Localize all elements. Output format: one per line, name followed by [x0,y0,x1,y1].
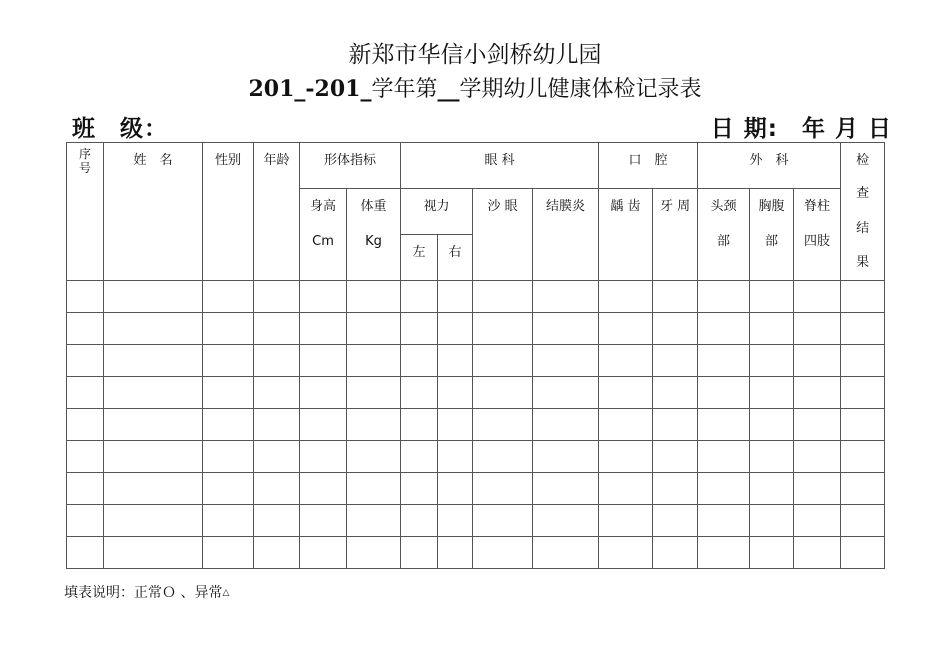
table-cell[interactable] [347,377,401,409]
table-cell[interactable] [698,281,750,313]
table-cell[interactable] [254,345,300,377]
table-cell[interactable] [750,537,794,569]
table-cell[interactable] [401,537,438,569]
table-cell[interactable] [67,345,104,377]
table-cell[interactable] [401,281,438,313]
triangle-icon: △ [222,588,230,598]
table-cell[interactable] [67,377,104,409]
table-cell[interactable] [401,409,438,441]
table-cell[interactable] [347,313,401,345]
table-row [67,377,885,409]
table-cell[interactable] [254,281,300,313]
table-cell[interactable] [104,409,203,441]
table-cell[interactable] [794,377,841,409]
table-cell[interactable] [841,281,885,313]
table-cell[interactable] [794,505,841,537]
table-cell[interactable] [841,377,885,409]
table-cell[interactable] [599,441,653,473]
table-cell[interactable] [841,313,885,345]
data-rows [67,281,885,569]
table-cell[interactable] [67,441,104,473]
date-label: 日 期: 年 月 日 [710,116,892,142]
table-cell[interactable] [473,505,533,537]
table-cell[interactable] [698,313,750,345]
title-rest: 学期幼儿健康体检记录表 [459,77,702,102]
table-cell[interactable] [473,345,533,377]
table-cell[interactable] [438,377,473,409]
table-cell[interactable] [750,377,794,409]
form-title [0,72,950,103]
table-cell[interactable] [750,473,794,505]
table-cell[interactable] [533,473,599,505]
table-cell[interactable] [794,473,841,505]
table-cell[interactable] [698,377,750,409]
table-cell[interactable] [794,345,841,377]
class-label: 班 级： [72,116,168,142]
table-cell[interactable] [438,505,473,537]
col-vision: 视力 [401,189,473,235]
health-record-table [66,142,885,569]
table-cell[interactable] [653,281,698,313]
table-cell[interactable] [300,505,347,537]
table-cell[interactable] [653,345,698,377]
table-row [67,441,885,473]
table-cell[interactable] [67,409,104,441]
col-body: 形体指标 [300,143,401,189]
table-row [67,281,885,313]
col-mouth: 口 腔 [599,143,698,189]
table-cell[interactable] [599,409,653,441]
table-cell[interactable] [698,537,750,569]
table-cell[interactable] [473,409,533,441]
table-cell[interactable] [438,473,473,505]
col-chest-abdomen: 胸腹 部 [750,189,794,281]
col-head-neck: 头颈 部 [698,189,750,281]
table-row [67,537,885,569]
table-cell[interactable] [300,281,347,313]
table-cell[interactable] [104,505,203,537]
table-cell[interactable] [401,377,438,409]
table-cell[interactable] [104,537,203,569]
table-cell[interactable] [401,345,438,377]
table-cell[interactable] [794,537,841,569]
table-cell[interactable] [653,473,698,505]
table-cell[interactable] [794,441,841,473]
table-cell[interactable] [254,409,300,441]
table-cell[interactable] [438,313,473,345]
table-cell[interactable] [104,281,203,313]
table-cell[interactable] [67,313,104,345]
table-cell[interactable] [533,537,599,569]
col-seq: 序 号 [67,143,104,281]
table-cell[interactable] [401,441,438,473]
table-row [67,345,885,377]
table-cell[interactable] [841,441,885,473]
table-cell[interactable] [473,537,533,569]
table-cell[interactable] [533,409,599,441]
col-result: 检 查 结 果 [841,143,885,281]
title-mid: 学年第 [371,77,438,102]
table-cell[interactable] [104,377,203,409]
table-row [67,505,885,537]
table-cell[interactable] [347,441,401,473]
table-cell[interactable] [750,505,794,537]
col-surgery: 外 科 [698,143,841,189]
table-cell[interactable] [599,537,653,569]
table-cell[interactable] [533,281,599,313]
table-cell[interactable] [533,441,599,473]
table-cell[interactable] [438,281,473,313]
table-row [67,409,885,441]
table-cell[interactable] [254,537,300,569]
table-cell[interactable] [698,345,750,377]
table-cell[interactable] [300,409,347,441]
table-cell[interactable] [401,505,438,537]
table-cell[interactable] [203,441,254,473]
table-cell[interactable] [533,345,599,377]
title-blank: __ [437,76,460,102]
table-cell[interactable] [599,377,653,409]
table-cell[interactable] [300,441,347,473]
col-weight: 体重 Kg [347,189,401,281]
table-cell[interactable] [599,313,653,345]
table-cell[interactable] [203,537,254,569]
col-eye: 眼 科 [401,143,599,189]
table-cell[interactable] [254,377,300,409]
table-cell[interactable] [401,313,438,345]
table-cell[interactable] [599,505,653,537]
table-cell[interactable] [599,281,653,313]
table-cell[interactable] [599,473,653,505]
table-cell[interactable] [750,313,794,345]
table-cell[interactable] [347,473,401,505]
table-cell[interactable] [841,409,885,441]
table-cell[interactable] [533,505,599,537]
table-cell[interactable] [653,441,698,473]
col-trachoma: 沙 眼 [473,189,533,281]
table-cell[interactable] [347,345,401,377]
table-cell[interactable] [841,537,885,569]
table-cell[interactable] [203,473,254,505]
table-cell[interactable] [438,441,473,473]
table-cell[interactable] [347,409,401,441]
table-cell[interactable] [533,313,599,345]
title-year: 201_-201_ [248,76,372,102]
table-cell[interactable] [203,377,254,409]
table-cell[interactable] [473,313,533,345]
footer-note [64,582,229,602]
table-cell[interactable] [203,345,254,377]
table-row [67,313,885,345]
table-cell[interactable] [67,505,104,537]
table-cell[interactable] [599,345,653,377]
table-cell[interactable] [300,313,347,345]
table-cell[interactable] [794,281,841,313]
table-cell[interactable] [750,441,794,473]
table-cell[interactable] [473,441,533,473]
table-cell[interactable] [203,505,254,537]
col-name: 姓 名 [104,143,203,281]
table-cell[interactable] [698,409,750,441]
col-height: 身高 Cm [300,189,347,281]
table-cell[interactable] [653,505,698,537]
table-cell[interactable] [300,537,347,569]
table-cell[interactable] [104,345,203,377]
table-cell[interactable] [203,409,254,441]
table-cell[interactable] [300,473,347,505]
table-cell[interactable] [254,313,300,345]
footer-text: 填表说明：正常Ｏ 、异常 [64,585,223,601]
col-vision-right: 右 [438,235,473,281]
table-cell[interactable] [104,473,203,505]
table-cell[interactable] [67,537,104,569]
school-name: 新郑市华信小剑桥幼儿园 [348,42,602,68]
table-cell[interactable] [254,441,300,473]
col-periodontal: 牙 周 [653,189,698,281]
table-cell[interactable] [254,473,300,505]
table-cell[interactable] [473,281,533,313]
table-cell[interactable] [203,313,254,345]
table-cell[interactable] [300,377,347,409]
table-cell[interactable] [104,313,203,345]
table-cell[interactable] [750,345,794,377]
table-cell[interactable] [794,313,841,345]
table-cell[interactable] [473,473,533,505]
table-cell[interactable] [347,505,401,537]
table-cell[interactable] [794,409,841,441]
table-cell[interactable] [254,505,300,537]
table-cell[interactable] [67,281,104,313]
table-cell[interactable] [698,441,750,473]
col-spine-limbs: 脊柱 四肢 [794,189,841,281]
table-cell[interactable] [438,409,473,441]
table-cell[interactable] [841,473,885,505]
table-cell[interactable] [750,409,794,441]
table-cell[interactable] [653,377,698,409]
table-cell[interactable] [438,345,473,377]
table-cell[interactable] [653,313,698,345]
table-cell[interactable] [698,473,750,505]
table-cell[interactable] [750,281,794,313]
col-age: 年龄 [254,143,300,281]
table-cell[interactable] [653,537,698,569]
table-cell[interactable] [203,281,254,313]
col-caries: 龋 齿 [599,189,653,281]
col-vision-left: 左 [401,235,438,281]
table-cell[interactable] [473,377,533,409]
table-cell[interactable] [67,473,104,505]
table-cell[interactable] [401,473,438,505]
col-conjunctivitis: 结膜炎 [533,189,599,281]
table-cell[interactable] [300,345,347,377]
table-cell[interactable] [841,505,885,537]
col-gender: 性别 [203,143,254,281]
table-cell[interactable] [347,537,401,569]
table-cell[interactable] [104,441,203,473]
table-cell[interactable] [841,345,885,377]
table-cell[interactable] [698,505,750,537]
table-cell[interactable] [533,377,599,409]
table-cell[interactable] [438,537,473,569]
table-row [67,473,885,505]
table-cell[interactable] [347,281,401,313]
table-cell[interactable] [653,409,698,441]
